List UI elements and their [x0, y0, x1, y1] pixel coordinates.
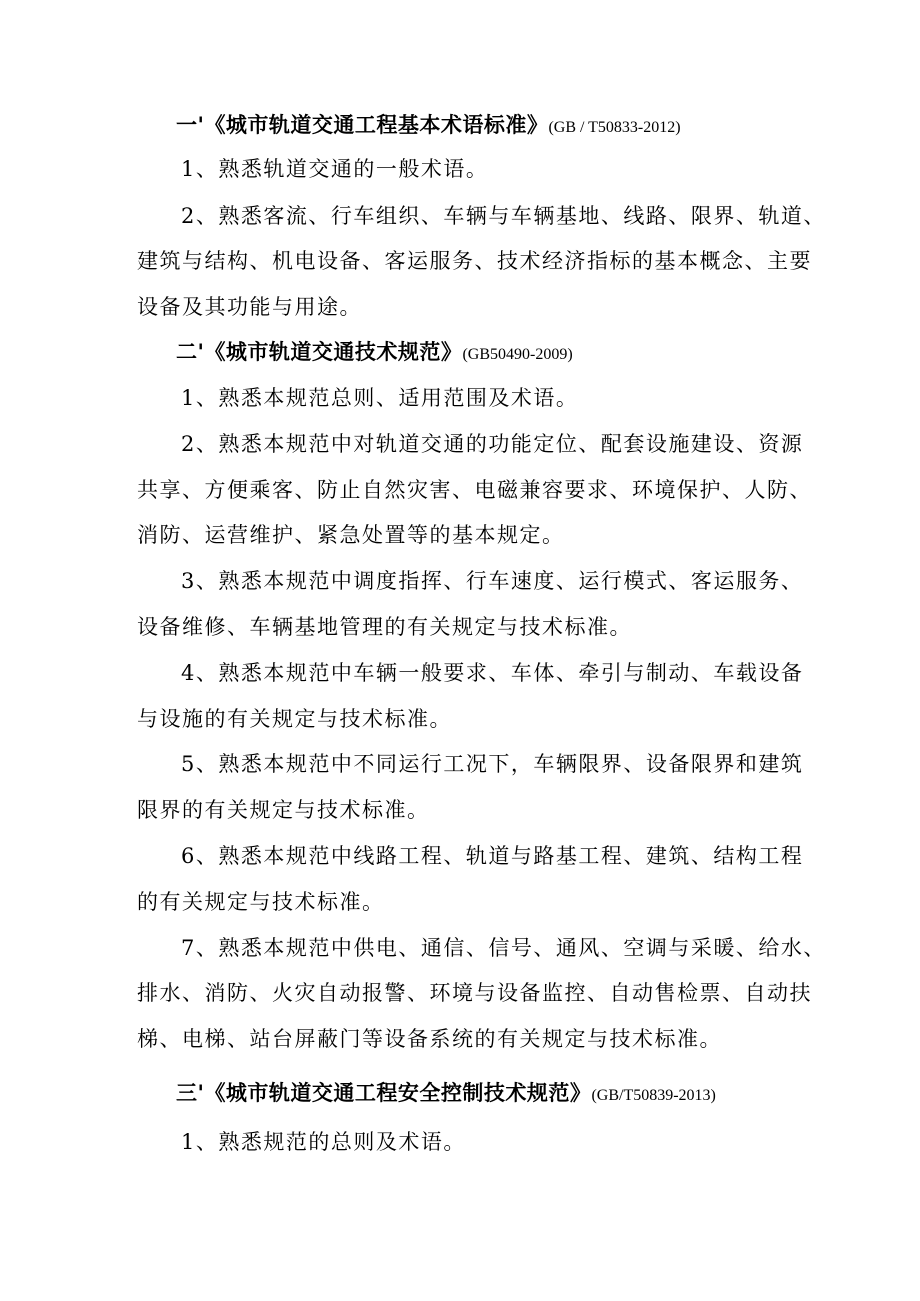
- paragraph-line: 5、熟悉本规范中不同运行工况下，车辆限界、设备限界和建筑: [181, 752, 804, 776]
- section-heading-3: [176, 1079, 716, 1110]
- section-heading-2: [176, 338, 573, 369]
- standard-code: (GB50490-2009): [462, 346, 573, 363]
- heading-title: 《城市轨道交通工程基本术语标准》: [204, 113, 549, 137]
- paragraph-line: 建筑与结构、机电设备、客运服务、技术经济指标的基本概念、主要: [137, 249, 812, 273]
- paragraph-line: 1、熟悉规范的总则及术语。: [181, 1130, 466, 1154]
- paragraph-line: 1、熟悉轨道交通的一般术语。: [181, 157, 489, 181]
- paragraph-line: 与设施的有关规定与技术标准。: [137, 707, 452, 731]
- paragraph-line: 2、熟悉客流、行车组织、车辆与车辆基地、线路、限界、轨道、: [181, 204, 826, 228]
- paragraph-line: 3、熟悉本规范中调度指挥、行车速度、运行模式、客运服务、: [181, 569, 804, 593]
- paragraph-line: 共享、方便乘客、防止自然灾害、电磁兼容要求、环境保护、人防、: [137, 478, 812, 502]
- heading-prefix: 一': [176, 113, 205, 137]
- paragraph-line: 6、熟悉本规范中线路工程、轨道与路基工程、建筑、结构工程: [181, 844, 804, 868]
- standard-code: (GB / T50833-2012): [548, 119, 681, 136]
- paragraph-line: 的有关规定与技术标准。: [137, 890, 385, 914]
- paragraph-line: 4、熟悉本规范中车辆一般要求、车体、牵引与制动、车载设备: [181, 661, 804, 685]
- heading-title: 《城市轨道交通工程安全控制技术规范》: [204, 1081, 592, 1105]
- paragraph-line: 2、熟悉本规范中对轨道交通的功能定位、配套设施建设、资源: [181, 432, 804, 456]
- paragraph-line: 限界的有关规定与技术标准。: [137, 798, 430, 822]
- paragraph-line: 1、熟悉本规范总则、适用范围及术语。: [181, 386, 579, 410]
- heading-prefix: 三': [176, 1081, 205, 1105]
- heading-title: 《城市轨道交通技术规范》: [204, 340, 463, 364]
- heading-prefix: 二': [176, 340, 205, 364]
- paragraph-line: 梯、电梯、站台屏蔽门等设备系统的有关规定与技术标准。: [137, 1027, 722, 1051]
- paragraph-line: 7、熟悉本规范中供电、通信、信号、通风、空调与采暖、给水、: [181, 936, 826, 960]
- standard-code: (GB/T50839-2013): [591, 1087, 716, 1104]
- paragraph-line: 设备及其功能与用途。: [137, 295, 362, 319]
- section-heading-1: [176, 111, 681, 142]
- paragraph-line: 消防、运营维护、紧急处置等的基本规定。: [137, 523, 565, 547]
- paragraph-line: 排水、消防、火灾自动报警、环境与设备监控、自动售检票、自动扶: [137, 981, 812, 1005]
- paragraph-line: 设备维修、车辆基地管理的有关规定与技术标准。: [137, 615, 632, 639]
